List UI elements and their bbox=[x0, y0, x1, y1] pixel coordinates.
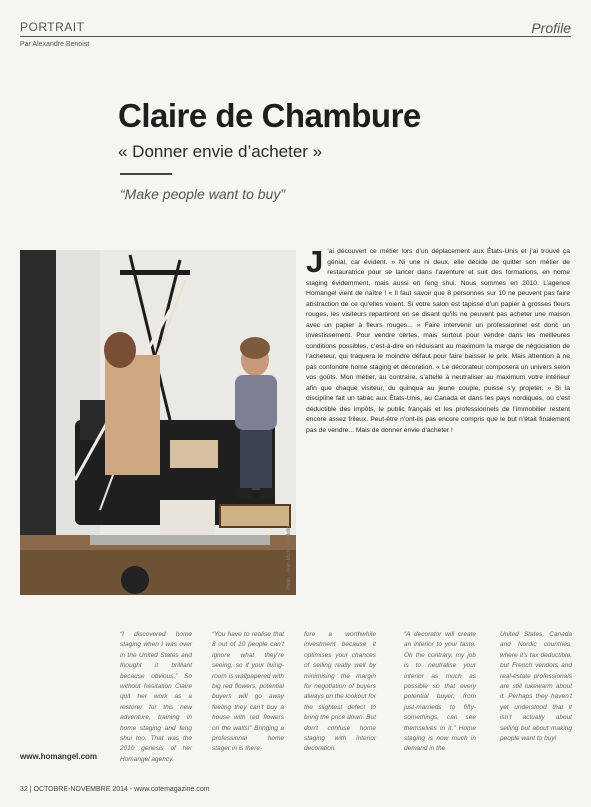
title-divider bbox=[120, 173, 172, 175]
french-body-paragraph: ’ai découvert ce métier lors d’un déplacement aux États-Unis et j’ai trouvé ça génial, car évident. » Ni une ni deux, elle décide de quitter son métier de restauratrice pour se lancer dans l’aventure et suit des formations, en home staging évidemment, mais aussi en feng shui. Nous sommes en 2010. L’agence Homangel vient de naître ! « Il faut savoir que 8 personnes sur 10 ne peuvent pas faire abstraction de ce qu’elles voient. Si votre salon est tapissé d’un papier à grosses fleurs rouges, les visiteurs repartiront en se disant qu’ils ne peuvent pas acheter une maison avec un papier à fleurs rouges... » Faire intervenir un professionnel est donc un investissement. Pour vendre certes, mais surtout pour vendre dans les meilleures conditions possibles, c’est-à-dire en réduisant au maximum la marge de négociation de l’acheteur, qui traquera le moindre défaut pour faire baisser le prix. Mais attention à ne pas confondre home staging et décoration. « Le décorateur composera un univers selon vos goûts. Mon métier, au contraire, s’attelle à neutraliser au maximum votre intérieur afin que chaque visiteur, du quinqua au jeune couple, puisse s’y projeter. » Si la discipline fait un tabac aux États-Unis, au Canada et dans les pays nordiques, où c’est déductible des impôts, le public français et les professionnels de l’immobilier restent encore assez frileux. Peut-être n’ont-ils pas encore compris que le but n’était finalement pas de vendre... Mais de donner envie d’acheter ! bbox=[306, 248, 570, 434]
header-rule bbox=[20, 36, 571, 37]
english-column-5: United States, Canada and Nordic countries, where it’s tax deductible, but French vendors and real-estate professionals are still lukewarm about it. Perhaps they haven’t yet understood that it isn’t actually about selling but about making people want to buy! bbox=[500, 631, 572, 743]
english-column-4: “A decorator will create an interior to your taste. On the contrary, my job is to neutralise your interior as much as possible so that every potential buyer, from just-marrieds to fifty-somethings, can see themselves in it.” Home staging is now much in demand in the bbox=[404, 631, 476, 753]
drop-cap: J bbox=[306, 244, 324, 279]
photo-credit: Photo : Jean-Michel Sordello bbox=[286, 526, 292, 590]
english-subtitle: “Make people want to buy” bbox=[120, 186, 285, 202]
french-body-text bbox=[306, 244, 570, 436]
english-column-1: “I discovered home staging when I was over in the United States and thought it brilliant because obvious.” So without hesitation Claire quit her work as a restorer for this new adventure, training in home staging and feng shui too. That was the 2010 genesis of her Homangel agency. bbox=[120, 631, 192, 763]
section-label: PORTRAIT bbox=[20, 20, 85, 34]
portrait-photo bbox=[20, 250, 296, 595]
page-footer: 32 | OCTOBRE-NOVEMBRE 2014 - www.cotemagazine.com bbox=[20, 786, 210, 793]
website-link[interactable]: www.homangel.com bbox=[20, 752, 98, 761]
author-byline: Par Alexandre Benoist bbox=[20, 41, 90, 48]
english-column-3: fore a worthwhile investment because it optimises your chances of selling really well by minimising the margin for negotiation of buyers always on the lookout for the slightest defect to bring the price down. But don’t confuse home staging with interior decoration. bbox=[304, 631, 376, 753]
french-subtitle: « Donner envie d’acheter » bbox=[118, 142, 323, 161]
profile-tag: Profile bbox=[531, 20, 571, 36]
english-column-2: “You have to realise that 8 out of 10 people can’t ignore what they’re seeing, so if your living-room is wallpapered with big red flowers, potential buyers will go away feeling they can’t buy a house with red flowers on the walls!” Bringing a professional home stager in is there- bbox=[212, 631, 284, 753]
article-title: Claire de Chambure bbox=[118, 97, 421, 134]
